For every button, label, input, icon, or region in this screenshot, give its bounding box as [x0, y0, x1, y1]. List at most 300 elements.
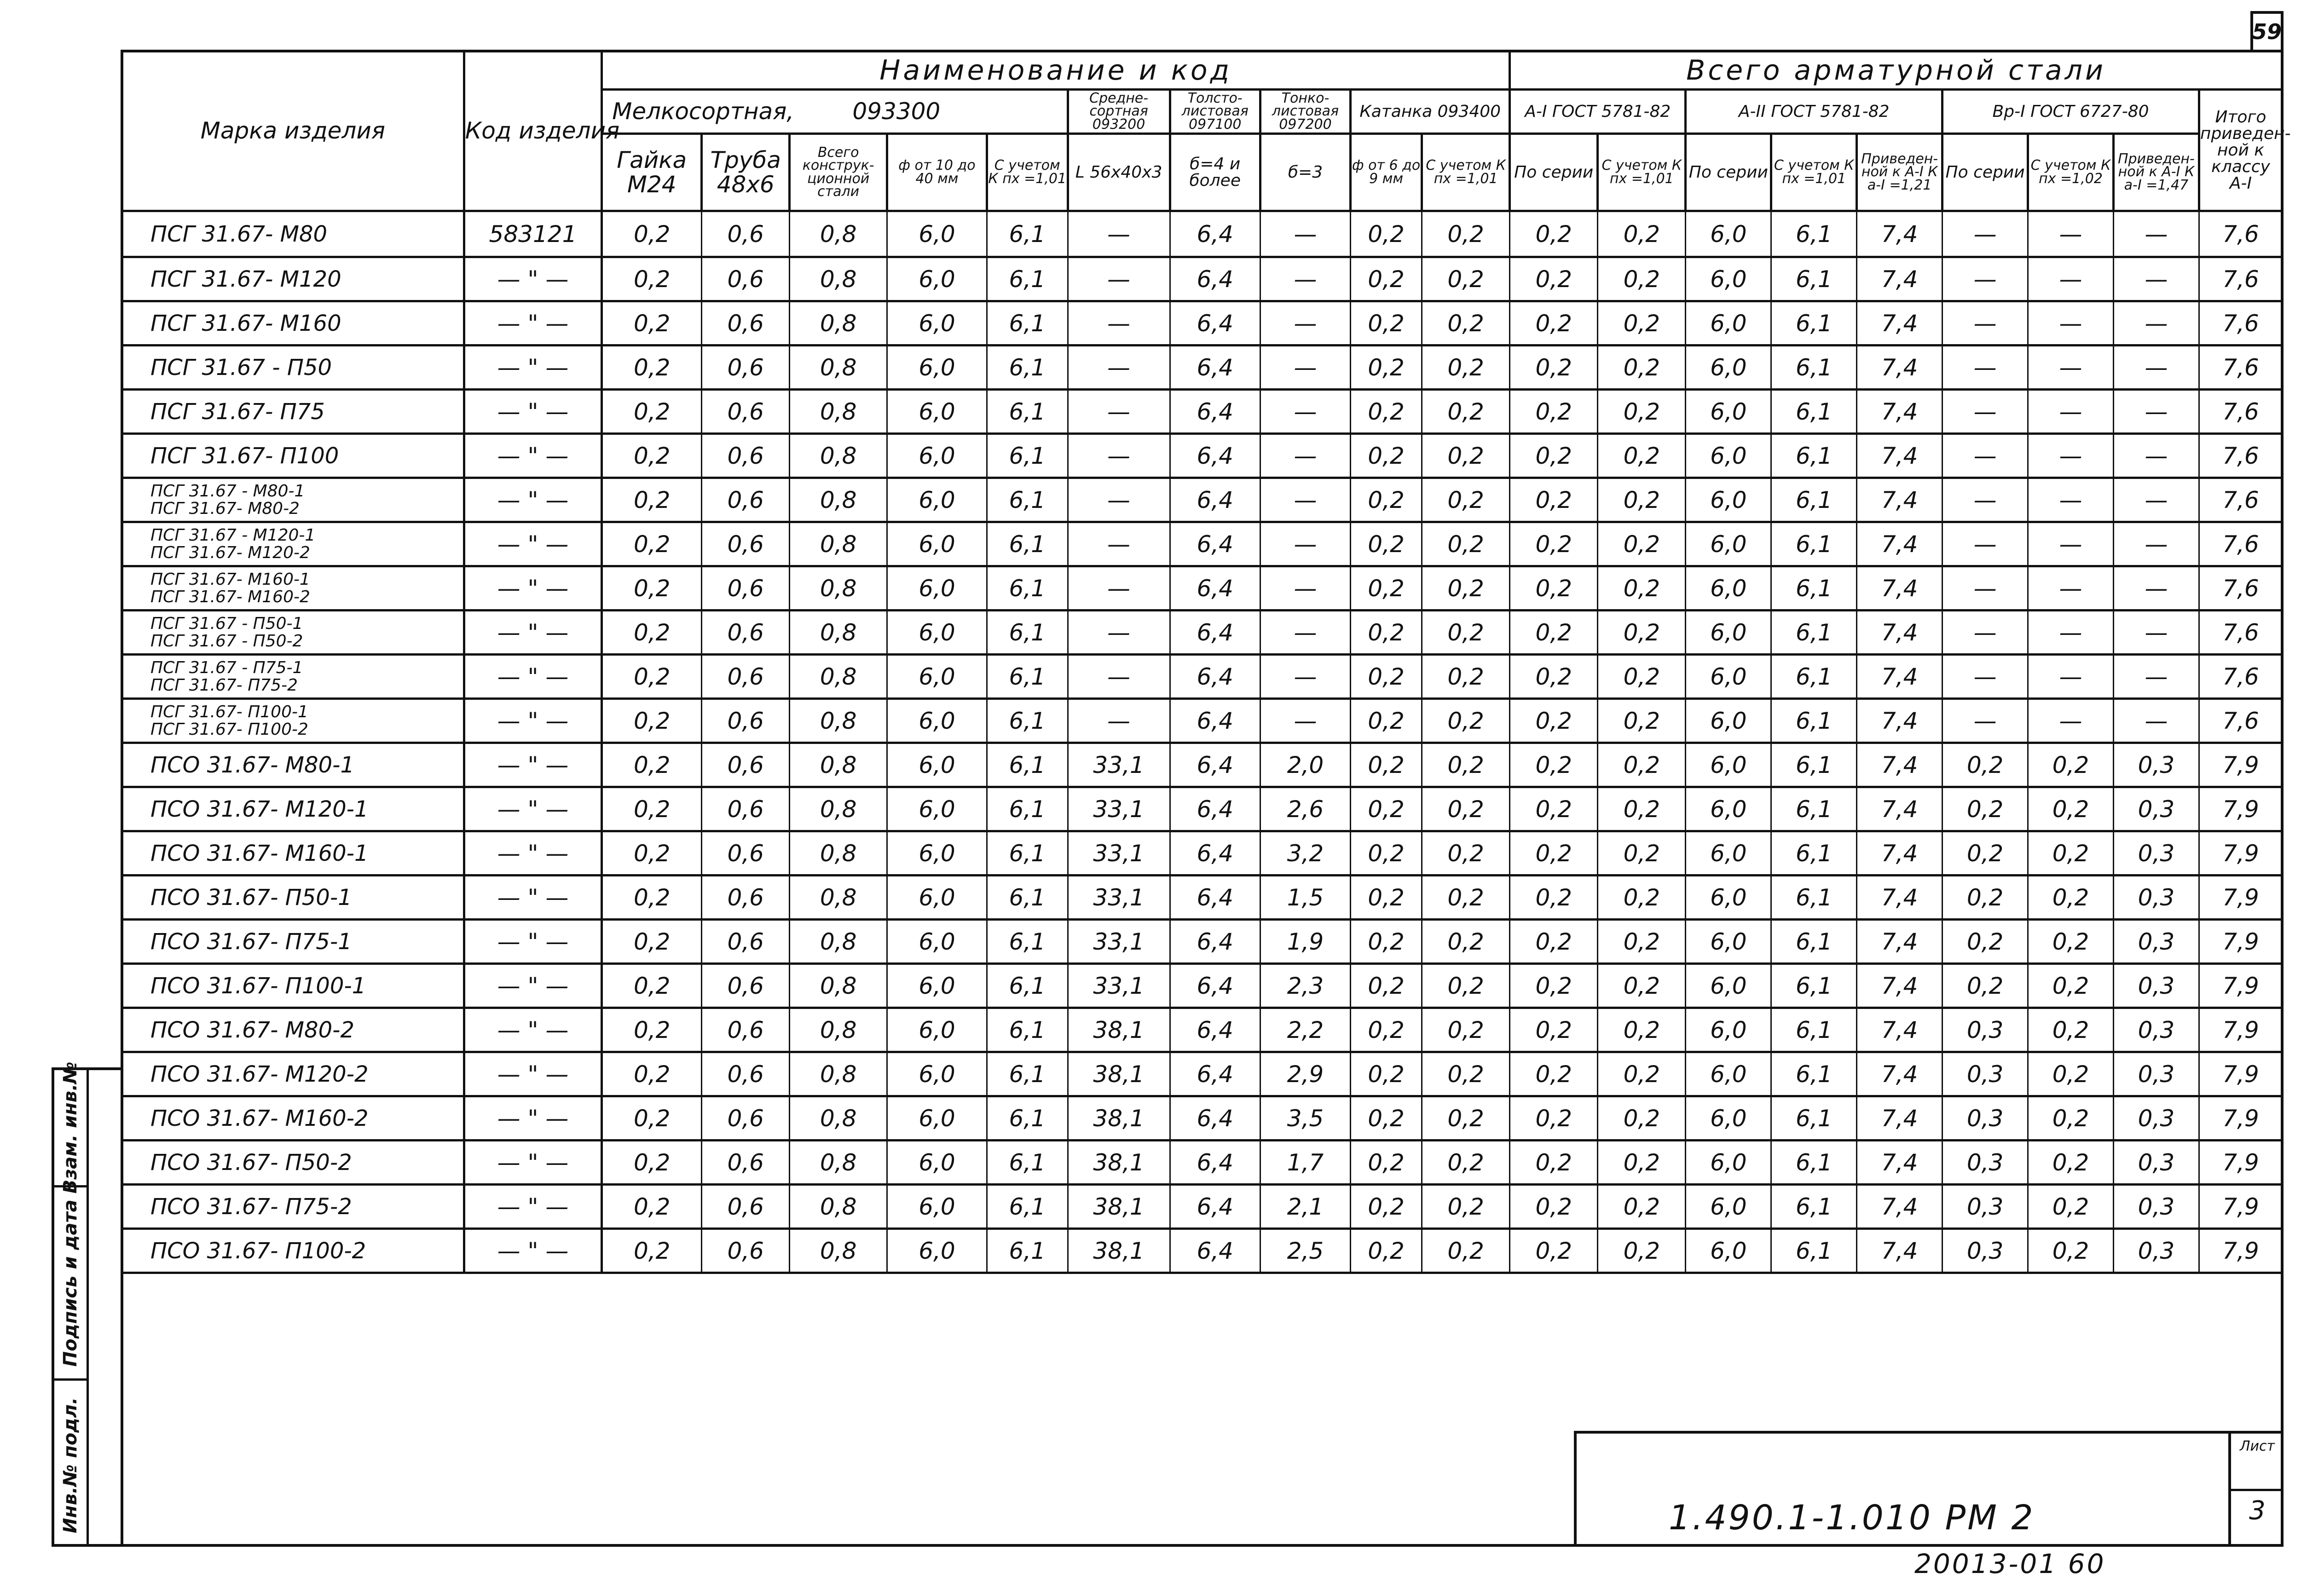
row-value: 6,4	[1170, 257, 1260, 301]
row-value: 0,6	[702, 434, 790, 478]
row-value: 0,2	[2028, 920, 2114, 964]
row-value: 0,8	[790, 566, 887, 611]
row-value: 0,3	[1943, 1052, 2028, 1096]
row-value: 0,2	[1598, 920, 1686, 964]
row-value: 38,1	[1068, 1052, 1170, 1096]
row-code: — " —	[464, 655, 602, 699]
col-ai-po: По серии	[1510, 134, 1598, 211]
row-value: 0,2	[1598, 522, 1686, 566]
row-value: 6,4	[1170, 1141, 1260, 1185]
row-value: 7,9	[2199, 964, 2282, 1008]
row-value: 0,2	[602, 611, 702, 655]
row-value: 0,2	[1422, 1141, 1510, 1185]
row-value: 6,0	[1686, 743, 1771, 787]
row-value: 6,1	[1771, 611, 1857, 655]
row-value: 6,1	[1771, 876, 1857, 920]
row-value: 2,1	[1260, 1185, 1350, 1229]
row-value: 0,2	[1422, 390, 1510, 434]
row-value: 0,2	[2028, 876, 2114, 920]
col-delta3: б=3	[1260, 134, 1350, 211]
row-value: 0,2	[1598, 1008, 1686, 1052]
row-mark-line: ПСГ 31.67- М160-2	[150, 587, 310, 606]
row-value: 6,4	[1170, 346, 1260, 390]
row-value: 7,4	[1857, 566, 1943, 611]
row-value: —	[1260, 346, 1350, 390]
row-value: 0,2	[602, 1008, 702, 1052]
row-value: 0,6	[702, 522, 790, 566]
row-value: —	[2028, 257, 2114, 301]
row-value: 6,0	[1686, 787, 1771, 831]
row-code: — " —	[464, 390, 602, 434]
row-value: 0,2	[1351, 257, 1422, 301]
row-value: —	[1943, 434, 2028, 478]
row-value: 6,0	[1686, 211, 1771, 257]
row-value: 6,1	[987, 566, 1068, 611]
row-value: —	[1260, 699, 1350, 743]
row-value: —	[2028, 522, 2114, 566]
row-value: —	[1260, 655, 1350, 699]
row-value: 6,0	[1686, 434, 1771, 478]
row-value: 6,0	[887, 1008, 987, 1052]
row-value: 33,1	[1068, 787, 1170, 831]
row-value: 6,0	[1686, 655, 1771, 699]
row-value: 0,2	[1351, 566, 1422, 611]
row-value: 0,3	[1943, 1096, 2028, 1141]
row-value: —	[1260, 478, 1350, 522]
row-value: 0,2	[1598, 346, 1686, 390]
row-value: 6,0	[887, 1229, 987, 1273]
row-value: 1,9	[1260, 920, 1350, 964]
row-value: 7,4	[1857, 920, 1943, 964]
row-value: 0,2	[2028, 1185, 2114, 1229]
row-value: 0,8	[790, 611, 887, 655]
row-value: 6,0	[887, 655, 987, 699]
side-cell-podpis: Подпись и дата	[54, 1185, 87, 1378]
row-value: 0,8	[790, 876, 887, 920]
row-value: 0,2	[1598, 1185, 1686, 1229]
row-value: 6,0	[887, 831, 987, 876]
row-value: 0,2	[1510, 920, 1598, 964]
row-value: 0,3	[2113, 964, 2199, 1008]
row-value: —	[1943, 257, 2028, 301]
row-value: 7,9	[2199, 831, 2282, 876]
row-value: 6,0	[887, 920, 987, 964]
side-cell-vzam: Взам. инв.№	[60, 1061, 81, 1194]
row-value: 7,4	[1857, 346, 1943, 390]
row-value: 0,6	[702, 655, 790, 699]
row-value: 6,0	[887, 257, 987, 301]
col-vp-priv: Приведен-ной к А-I К а-I =1,47	[2113, 134, 2199, 211]
row-value: 33,1	[1068, 831, 1170, 876]
row-code: — " —	[464, 699, 602, 743]
row-value: 6,1	[1771, 522, 1857, 566]
row-value: 0,2	[602, 1185, 702, 1229]
row-value: 0,2	[1351, 831, 1422, 876]
row-value: 0,2	[1598, 964, 1686, 1008]
row-value: 0,2	[602, 920, 702, 964]
row-value: 0,8	[790, 787, 887, 831]
row-value: 7,4	[1857, 478, 1943, 522]
row-value: 6,1	[1771, 787, 1857, 831]
row-value: 6,1	[1771, 434, 1857, 478]
row-value: 0,2	[1351, 478, 1422, 522]
row-value: —	[1943, 655, 2028, 699]
row-value: 7,9	[2199, 1141, 2282, 1185]
row-value: 6,1	[987, 1185, 1068, 1229]
row-value: 0,2	[1351, 699, 1422, 743]
row-code: — " —	[464, 964, 602, 1008]
row-value: 6,0	[1686, 1096, 1771, 1141]
row-value: 6,1	[1771, 478, 1857, 522]
row-value: 0,2	[1510, 522, 1598, 566]
srednesortnaya-header: Средне-сортная 093200	[1068, 90, 1170, 134]
row-value: —	[1068, 257, 1170, 301]
row-value: 0,3	[2113, 831, 2199, 876]
row-value: 7,6	[2199, 211, 2282, 257]
row-value: 6,0	[887, 434, 987, 478]
row-value: 0,2	[1598, 434, 1686, 478]
row-value: 0,6	[702, 566, 790, 611]
row-value: 6,0	[887, 611, 987, 655]
row-mark-line: ПСО 31.67- М160-2	[150, 1105, 369, 1131]
row-value: 6,1	[1771, 831, 1857, 876]
col-phi-katanka: ф от 6 до 9 мм	[1351, 134, 1422, 211]
row-value: 6,1	[1771, 1052, 1857, 1096]
row-value: 0,6	[702, 611, 790, 655]
row-value: 0,2	[1422, 787, 1510, 831]
row-value: 0,2	[1598, 390, 1686, 434]
row-value: 0,6	[702, 301, 790, 346]
row-value: 0,2	[1422, 346, 1510, 390]
row-value: 0,2	[1943, 876, 2028, 920]
row-value: 6,1	[1771, 257, 1857, 301]
col-truba: Труба 48х6	[702, 134, 790, 211]
row-value: 0,2	[1351, 301, 1422, 346]
row-value: 6,0	[1686, 1229, 1771, 1273]
row-value: 0,2	[1510, 699, 1598, 743]
row-value: 33,1	[1068, 876, 1170, 920]
row-code: — " —	[464, 1229, 602, 1273]
row-mark-line: ПСГ 31.67- М160-1	[150, 570, 310, 589]
row-value: 0,8	[790, 346, 887, 390]
row-value: 38,1	[1068, 1008, 1170, 1052]
row-value: 7,6	[2199, 478, 2282, 522]
row-value: 7,4	[1857, 1052, 1943, 1096]
row-value: 0,3	[2113, 920, 2199, 964]
row-value: 0,2	[1510, 478, 1598, 522]
row-value: 6,0	[887, 346, 987, 390]
row-value: 6,0	[887, 301, 987, 346]
row-value: 6,1	[1771, 699, 1857, 743]
row-value: 33,1	[1068, 743, 1170, 787]
row-value: 0,2	[1422, 655, 1510, 699]
row-value: 6,1	[987, 301, 1068, 346]
row-value: 0,2	[1598, 655, 1686, 699]
row-value: —	[1260, 257, 1350, 301]
row-value: —	[1260, 434, 1350, 478]
row-value: 0,2	[1422, 743, 1510, 787]
row-value: 6,1	[987, 787, 1068, 831]
row-mark-line: ПСГ 31.67- П100	[150, 443, 339, 469]
row-value: 6,0	[1686, 1185, 1771, 1229]
row-value: 0,2	[1422, 920, 1510, 964]
row-mark-line: ПСО 31.67- П50-2	[150, 1149, 352, 1175]
row-value: 0,2	[2028, 1229, 2114, 1273]
row-value: 7,9	[2199, 920, 2282, 964]
row-value: —	[2113, 301, 2199, 346]
row-mark-line: ПСГ 31.67 - П75-1	[150, 658, 303, 677]
row-value: 0,6	[702, 257, 790, 301]
sheet-number: 3	[2249, 1496, 2266, 1526]
row-value: 6,4	[1170, 390, 1260, 434]
tonkolist-header: Тонко-листовая 097200	[1260, 90, 1350, 134]
row-value: 3,5	[1260, 1096, 1350, 1141]
row-value: 0,2	[1598, 301, 1686, 346]
row-value: —	[1260, 301, 1350, 346]
row-value: —	[2113, 257, 2199, 301]
row-code: — " —	[464, 1052, 602, 1096]
row-value: 0,3	[2113, 1185, 2199, 1229]
row-value: 38,1	[1068, 1096, 1170, 1141]
row-value: 6,0	[887, 876, 987, 920]
row-value: 7,4	[1857, 964, 1943, 1008]
row-value: 7,4	[1857, 743, 1943, 787]
col-phi: ф от 10 до 40 мм	[887, 134, 987, 211]
total-header: Всего арматурной стали	[1510, 51, 2283, 90]
row-value: 7,4	[1857, 1008, 1943, 1052]
row-code: — " —	[464, 1096, 602, 1141]
row-value: 0,2	[1510, 434, 1598, 478]
row-value: 6,4	[1170, 478, 1260, 522]
row-value: 6,4	[1170, 1008, 1260, 1052]
row-value: 6,0	[887, 1185, 987, 1229]
col-code: Код изделия	[464, 51, 602, 211]
row-value: 6,0	[887, 964, 987, 1008]
aii-header: А-II ГОСТ 5781-82	[1686, 90, 1943, 134]
row-value: 0,8	[790, 920, 887, 964]
col-vp-po: По серии	[1943, 134, 2028, 211]
row-value: 6,0	[1686, 1008, 1771, 1052]
col-L: L 56х40х3	[1068, 134, 1170, 211]
row-value: 6,0	[887, 211, 987, 257]
row-value: 0,2	[1351, 611, 1422, 655]
row-code: — " —	[464, 611, 602, 655]
row-value: 0,2	[1510, 1052, 1598, 1096]
row-mark-line: ПСО 31.67- М120-2	[150, 1061, 369, 1087]
row-value: 1,5	[1260, 876, 1350, 920]
row-value: 0,2	[1510, 831, 1598, 876]
row-value: 38,1	[1068, 1185, 1170, 1229]
row-value: 0,3	[2113, 787, 2199, 831]
row-mark-line: ПСГ 31.67- П75	[150, 398, 325, 425]
row-value: 0,2	[602, 478, 702, 522]
row-value: —	[1943, 346, 2028, 390]
row-value: 0,2	[1510, 257, 1598, 301]
row-value: 6,0	[1686, 478, 1771, 522]
row-mark-line: ПСГ 31.67- П75-2	[150, 675, 298, 695]
row-value: 0,2	[1351, 1229, 1422, 1273]
row-value: 0,8	[790, 1141, 887, 1185]
row-value: 0,2	[2028, 831, 2114, 876]
row-value: 0,2	[2028, 1141, 2114, 1185]
row-value: 0,3	[1943, 1141, 2028, 1185]
row-value: 0,2	[1598, 257, 1686, 301]
row-value: 0,8	[790, 743, 887, 787]
row-value: —	[2028, 566, 2114, 611]
row-value: 2,0	[1260, 743, 1350, 787]
row-value: —	[2028, 699, 2114, 743]
col-aii-priv: Приведен-ной к А-I К а-I =1,21	[1857, 134, 1943, 211]
row-value: 0,2	[602, 787, 702, 831]
row-value: 6,1	[987, 346, 1068, 390]
row-value: 0,2	[2028, 787, 2114, 831]
row-value: 0,6	[702, 1229, 790, 1273]
tolstolist-header: Толсто-листовая 097100	[1170, 90, 1260, 134]
row-value: 6,4	[1170, 787, 1260, 831]
row-value: —	[1943, 566, 2028, 611]
row-value: 0,2	[1351, 920, 1422, 964]
row-value: 0,2	[602, 522, 702, 566]
row-value: 0,8	[790, 434, 887, 478]
row-value: 6,4	[1170, 920, 1260, 964]
row-mark-line: ПСО 31.67- П100-1	[150, 973, 366, 999]
row-value: 0,2	[1598, 478, 1686, 522]
col-s-uchetom-katanka: С учетом К пх =1,01	[1422, 134, 1510, 211]
row-value: 0,6	[702, 1096, 790, 1141]
row-value: 7,9	[2199, 1096, 2282, 1141]
row-value: 0,2	[1943, 920, 2028, 964]
row-mark-line: ПСО 31.67- П50-1	[150, 884, 352, 910]
row-value: 0,2	[1422, 964, 1510, 1008]
row-mark-line: ПСГ 31.67 - П50-2	[150, 631, 303, 651]
row-value: 0,2	[602, 1052, 702, 1096]
row-value: —	[2028, 301, 2114, 346]
row-value: 6,1	[1771, 1008, 1857, 1052]
row-value: 0,2	[1422, 1185, 1510, 1229]
row-value: —	[1260, 611, 1350, 655]
row-code: — " —	[464, 743, 602, 787]
row-value: 0,2	[1510, 1096, 1598, 1141]
row-mark-line: ПСГ 31.67- М80-2	[150, 499, 300, 518]
row-value: 0,2	[1598, 211, 1686, 257]
row-value: 0,8	[790, 655, 887, 699]
row-value: —	[1068, 301, 1170, 346]
row-value: 0,6	[702, 346, 790, 390]
row-code: — " —	[464, 522, 602, 566]
row-value: 0,2	[1598, 876, 1686, 920]
row-value: 0,8	[790, 964, 887, 1008]
row-value: 2,2	[1260, 1008, 1350, 1052]
row-value: 6,1	[1771, 964, 1857, 1008]
row-value: 0,8	[790, 1052, 887, 1096]
row-value: 33,1	[1068, 920, 1170, 964]
row-value: —	[1068, 390, 1170, 434]
row-value: 6,0	[1686, 346, 1771, 390]
row-value: 6,1	[1771, 566, 1857, 611]
row-value: 0,2	[1510, 876, 1598, 920]
row-value: 0,2	[2028, 743, 2114, 787]
row-value: 6,0	[1686, 876, 1771, 920]
row-value: 6,0	[1686, 301, 1771, 346]
row-value: 0,3	[2113, 1052, 2199, 1096]
row-value: 7,6	[2199, 566, 2282, 611]
row-mark-line: ПСО 31.67- П75-2	[150, 1193, 352, 1220]
row-value: 0,8	[790, 257, 887, 301]
row-value: 6,1	[1771, 346, 1857, 390]
col-vp-s: С учетом К пх =1,02	[2028, 134, 2114, 211]
col-aii-s: С учетом К пх =1,01	[1771, 134, 1857, 211]
row-value: 7,4	[1857, 787, 1943, 831]
row-value: 7,6	[2199, 301, 2282, 346]
row-value: 7,6	[2199, 655, 2282, 699]
row-value: —	[2113, 699, 2199, 743]
row-value: 0,2	[1510, 1229, 1598, 1273]
row-value: 0,2	[1422, 611, 1510, 655]
row-value: 0,2	[1510, 787, 1598, 831]
row-value: 0,2	[1510, 346, 1598, 390]
row-mark-line: ПСГ 31.67 - П50	[150, 354, 332, 380]
row-value: 6,1	[987, 211, 1068, 257]
row-value: 0,2	[1510, 1141, 1598, 1185]
row-value: 0,6	[702, 920, 790, 964]
row-mark-line: ПСО 31.67- М80-2	[150, 1017, 354, 1043]
row-value: 0,8	[790, 1008, 887, 1052]
row-value: —	[1943, 211, 2028, 257]
row-value: —	[2028, 211, 2114, 257]
row-code: — " —	[464, 478, 602, 522]
row-value: 0,8	[790, 831, 887, 876]
row-value: 0,6	[702, 831, 790, 876]
row-value: 6,1	[987, 522, 1068, 566]
row-value: 6,1	[987, 876, 1068, 920]
row-value: 0,3	[1943, 1185, 2028, 1229]
row-value: 1,7	[1260, 1141, 1350, 1185]
row-value: 0,2	[1598, 566, 1686, 611]
row-value: 0,2	[602, 1229, 702, 1273]
row-value: 7,4	[1857, 1141, 1943, 1185]
row-value: 0,6	[702, 1141, 790, 1185]
row-value: 6,0	[1686, 390, 1771, 434]
row-value: 0,2	[1351, 1052, 1422, 1096]
row-value: 0,2	[2028, 1052, 2114, 1096]
row-value: 0,6	[702, 1185, 790, 1229]
row-value: —	[1068, 655, 1170, 699]
row-code: — " —	[464, 434, 602, 478]
row-value: 0,6	[702, 211, 790, 257]
row-value: 7,6	[2199, 257, 2282, 301]
row-value: 7,9	[2199, 1008, 2282, 1052]
row-value: 0,2	[1510, 566, 1598, 611]
row-value: —	[2113, 611, 2199, 655]
row-value: 6,0	[1686, 566, 1771, 611]
row-value: 0,2	[1351, 787, 1422, 831]
row-value: 7,9	[2199, 743, 2282, 787]
row-code: — " —	[464, 566, 602, 611]
row-value: 0,3	[2113, 876, 2199, 920]
row-value: 0,2	[1351, 1096, 1422, 1141]
row-value: 0,2	[602, 301, 702, 346]
row-value: 6,4	[1170, 964, 1260, 1008]
col-aii-po: По серии	[1686, 134, 1771, 211]
row-value: 0,2	[1422, 301, 1510, 346]
row-value: —	[2113, 390, 2199, 434]
row-mark-line: ПСГ 31.67 - М80-1	[150, 481, 305, 501]
row-value: 6,4	[1170, 1052, 1260, 1096]
row-value: 6,4	[1170, 1229, 1260, 1273]
row-value: 0,2	[1598, 1096, 1686, 1141]
row-value: —	[1943, 478, 2028, 522]
row-value: 0,8	[790, 1185, 887, 1229]
